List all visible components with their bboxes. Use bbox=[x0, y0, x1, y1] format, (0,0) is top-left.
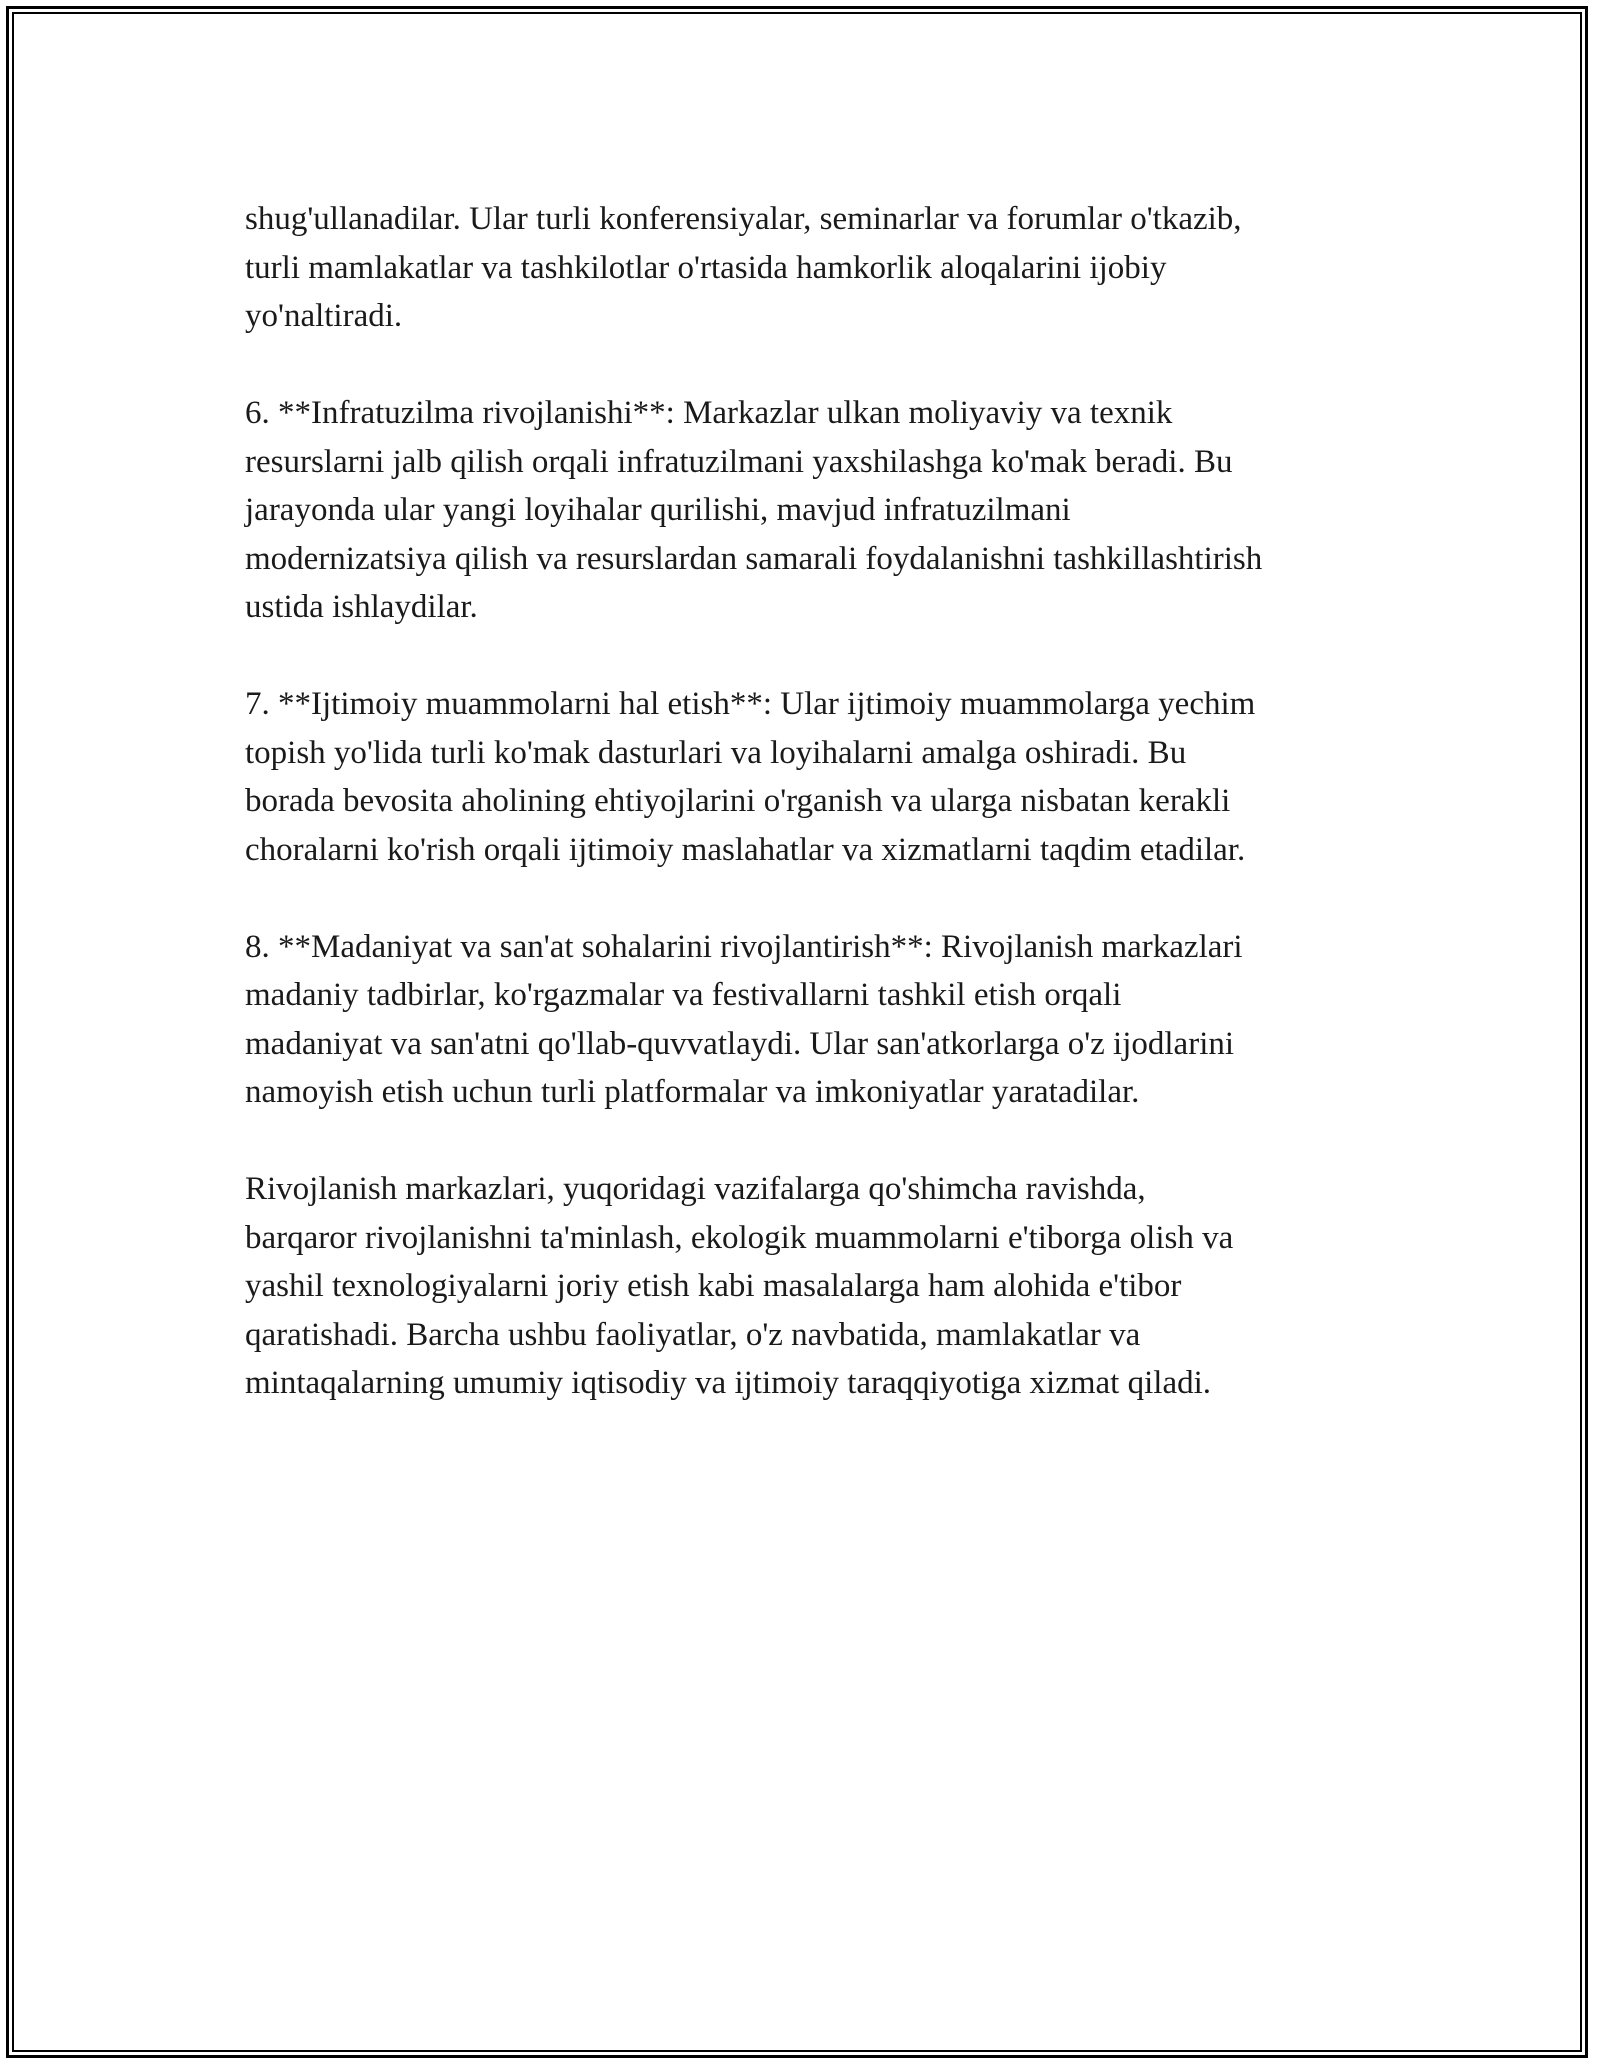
document-body bbox=[245, 195, 1395, 1456]
paragraph-item-8-culture-arts: 8. **Madaniyat va san'at sohalarini rivojlantirish**: Rivojlanish markazlari madaniy tadbirlar, ko'rgazmalar va festivallarni tashkil etish orqali madaniyat va san'atni qo'llab-quvvatlaydi. Ular san'atkorlarga o'z ijodlarini namoyish etish uchun turli platformalar va imkoniyatlar yaratadilar. bbox=[245, 928, 1243, 1110]
page-border bbox=[6, 6, 1588, 2058]
paragraph-conclusion: Rivojlanish markazlari, yuqoridagi vazifalarga qo'shimcha ravishda, barqaror rivojlanishni ta'minlash, ekologik muammolarni e'tiborga olish va yashil texnologiyalarni joriy etish kabi masalalarga ham alohida e'tibor qaratishadi. Barcha ushbu faoliyatlar, o'z navbatida, mamlakatlar va mintaqalarning umumiy iqtisodiy va ijtimoiy taraqqiyotiga xizmat qiladi. bbox=[245, 1171, 1234, 1401]
paragraph-item-7-social-problems: 7. **Ijtimoiy muammolarni hal etish**: Ular ijtimoiy muammolarga yechim topish yo'lida turli ko'mak dasturlari va loyihalarni amalga oshiradi. Bu borada bevosita aholining ehtiyojlarini o'rganish va ularga nisbatan kerakli choralarni ko'rish orqali ijtimoiy maslahatlar va xizmatlarni taqdim etadilar. bbox=[245, 686, 1256, 868]
paragraph-intro-continuation: shug'ullanadilar. Ular turli konferensiyalar, seminarlar va forumlar o'tkazib, turli mamlakatlar va tashkilotlar o'rtasida hamkorlik aloqalarini ijobiy yo'naltiradi. bbox=[245, 201, 1242, 334]
paragraph-item-6-infrastructure: 6. **Infratuzilma rivojlanishi**: Markazlar ulkan moliyaviy va texnik resurslarni jalb qilish orqali infratuzilmani yaxshilashga ko'mak beradi. Bu jarayonda ular yangi loyihalar qurilishi, mavjud infratuzilmani modernizatsiya qilish va resurslardan samarali foydalanishni tashkillashtirish ustida ishlaydilar. bbox=[245, 395, 1263, 625]
